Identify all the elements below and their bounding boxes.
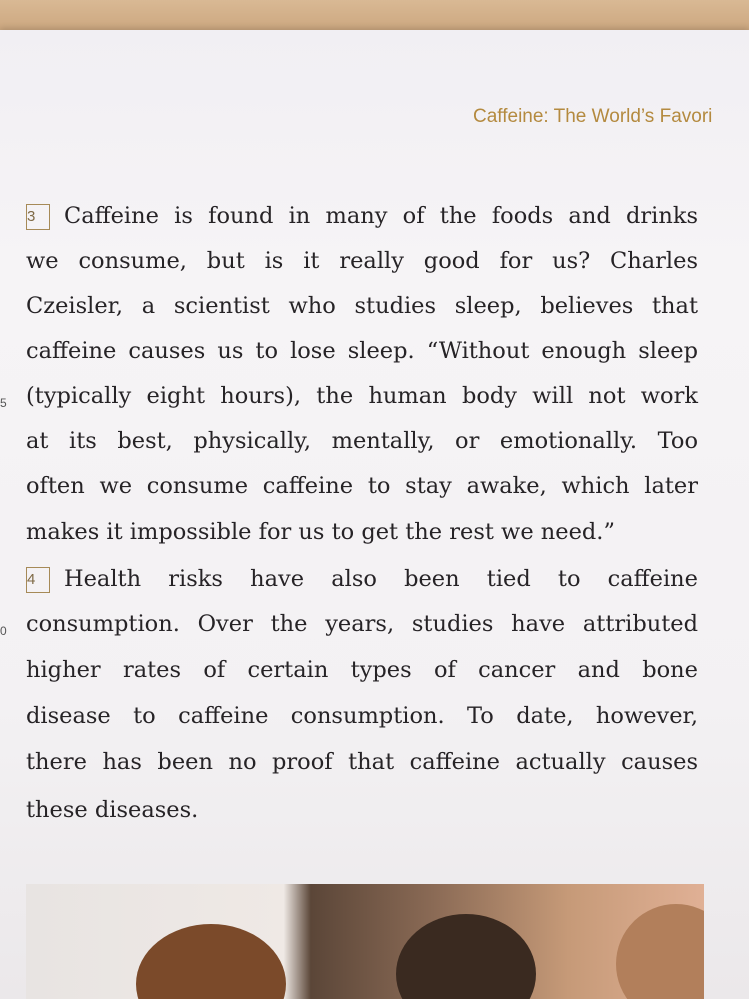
paragraph-3-line-8: makes it impossible for us to get the rest we need.” [26, 519, 615, 545]
paragraph-3-line-1: 3 Caffeine is found in many of the foods and drinks [27, 203, 698, 229]
paragraph-4-line-2: consumption. Over the years, studies have attributed [26, 611, 698, 637]
paragraph-3-line-6: at its best, physically, mentally, or emotionally. Too [26, 428, 698, 454]
paragraph-3-line-3: Czeisler, a scientist who studies sleep, believes that [26, 293, 698, 319]
person-hair [396, 914, 536, 999]
paragraph-3-line-5: (typically eight hours), the human body will not work [26, 383, 698, 409]
paragraph-3-line-7: often we consume caffeine to stay awake, which later [26, 473, 698, 499]
paragraph-4-line-5: there has been no proof that caffeine actually causes [26, 749, 698, 775]
person-hair [136, 924, 286, 999]
paragraph-4-line-3: higher rates of certain types of cancer and bone [26, 657, 698, 683]
photo [26, 884, 704, 999]
paragraph-4-line-1: 4 Health risks have also been tied to caffeine [27, 566, 698, 592]
book-page [0, 30, 749, 999]
paragraph-number-4: 4 [26, 567, 50, 593]
person-hair [616, 904, 704, 999]
line-number: 5 [0, 396, 7, 410]
paragraph-3-line-4: caffeine causes us to lose sleep. “Without enough sleep [26, 338, 698, 364]
paragraph-4-line-4: disease to caffeine consumption. To date, however, [26, 703, 698, 729]
running-head: Caffeine: The World’s Favori [473, 106, 713, 127]
paragraph-4-line-6: these diseases. [26, 797, 199, 823]
line-number: 0 [0, 624, 7, 638]
paragraph-3-line-2: we consume, but is it really good for us? Charles [26, 248, 698, 274]
paragraph-number-3: 3 [26, 204, 50, 230]
